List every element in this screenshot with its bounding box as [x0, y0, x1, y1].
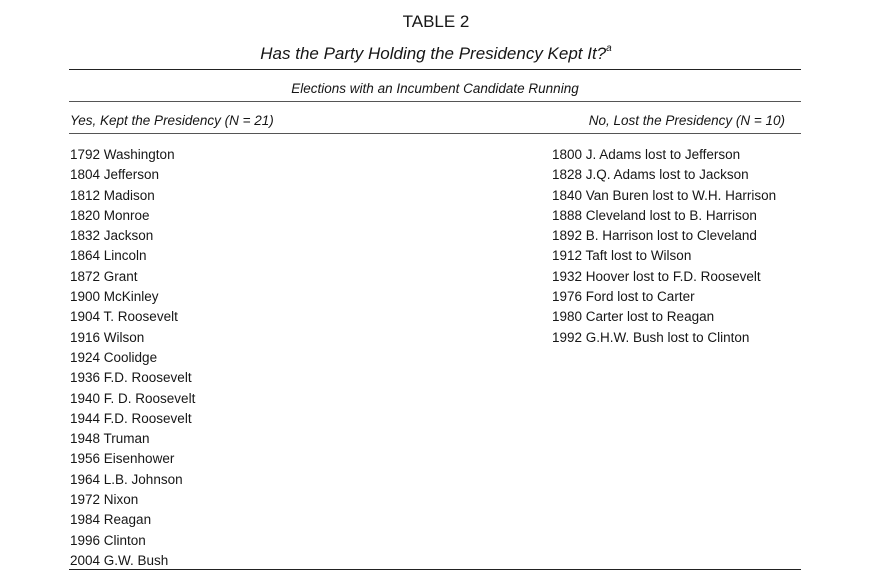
kept-presidency-list — [70, 145, 195, 571]
list-item: 1912 Taft lost to Wilson — [552, 248, 692, 264]
list-item: 1904 T. Roosevelt — [70, 309, 178, 325]
table-number: TABLE 2 — [402, 12, 470, 31]
list-item: 1948 Truman — [70, 431, 150, 447]
top-rule — [69, 69, 801, 70]
list-item: 1888 Cleveland lost to B. Harrison — [552, 207, 757, 223]
subheading-rule — [69, 101, 801, 102]
list-item: 1840 Van Buren lost to W.H. Harrison — [552, 187, 777, 203]
list-item: 1812 Madison — [70, 187, 155, 203]
list-item: 1832 Jackson — [70, 228, 154, 244]
list-item: 2004 G.W. Bush — [70, 552, 169, 568]
list-item: 1980 Carter lost to Reagan — [552, 309, 715, 325]
table-caption-text: Has the Party Holding the Presidency Kept It? — [260, 44, 607, 63]
list-item: 1940 F. D. Roosevelt — [70, 390, 196, 406]
list-item: 1992 G.H.W. Bush lost to Clinton — [552, 329, 750, 345]
list-item: 1976 Ford lost to Carter — [552, 289, 695, 305]
column-header-rule — [69, 133, 801, 134]
list-item: 1956 Eisenhower — [70, 451, 175, 467]
table-subheading: Elections with an Incumbent Candidate Running — [291, 81, 579, 96]
list-item: 1800 J. Adams lost to Jefferson — [552, 147, 741, 162]
list-item: 1936 F.D. Roosevelt — [70, 370, 192, 386]
list-item: 1932 Hoover lost to F.D. Roosevelt — [552, 268, 761, 284]
list-item: 1996 Clinton — [70, 532, 146, 548]
list-item: 1828 J.Q. Adams lost to Jackson — [552, 167, 749, 183]
list-item: 1900 McKinley — [70, 289, 159, 305]
list-item: 1792 Washington — [70, 147, 175, 162]
list-item: 1892 B. Harrison lost to Cleveland — [552, 228, 757, 244]
kept-column-header: Yes, Kept the Presidency (N = 21) — [70, 113, 274, 128]
table-caption-footnote-marker: a — [606, 43, 612, 55]
lost-column-header: No, Lost the Presidency (N = 10) — [588, 113, 785, 128]
list-item: 1972 Nixon — [70, 492, 139, 508]
list-item: 1804 Jefferson — [70, 167, 160, 183]
list-item: 1820 Monroe — [70, 207, 150, 223]
list-item: 1924 Coolidge — [70, 349, 158, 365]
list-item: 1944 F.D. Roosevelt — [70, 410, 192, 426]
list-item: 1916 Wilson — [70, 329, 145, 345]
lost-presidency-list — [552, 145, 776, 348]
list-item: 1872 Grant — [70, 268, 138, 284]
list-item: 1864 Lincoln — [70, 248, 147, 264]
list-item: 1984 Reagan — [70, 512, 152, 528]
table-caption — [0, 44, 872, 64]
list-item: 1964 L.B. Johnson — [70, 471, 183, 487]
bottom-rule — [69, 569, 801, 570]
